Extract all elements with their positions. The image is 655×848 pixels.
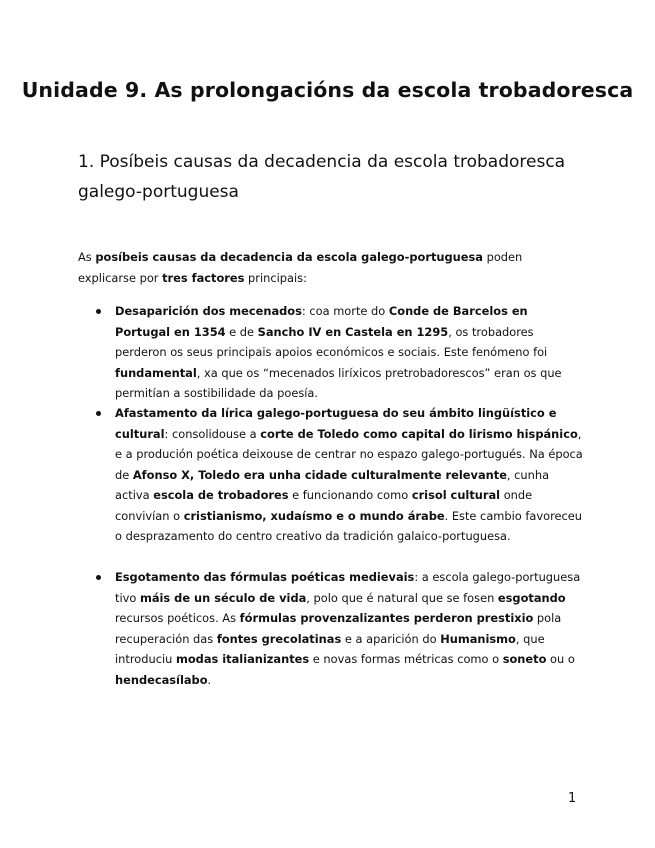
document-title: Unidade 9. As prolongacións da escola trobadoresca — [21, 78, 634, 102]
text-run: , polo que é natural que se fosen — [306, 590, 498, 605]
text-run: . Este cambio favoreceu o desprazamento do centro creativo da tradición galaico-portuguesa. — [115, 508, 583, 543]
text-run: : coa morte do — [301, 304, 389, 318]
text-run-bold: fórmulas provenzalizantes perderon prestixio — [239, 611, 534, 625]
text-run: pola recuperación das — [115, 611, 562, 646]
text-run: , e a produción poética deixouse de centrar no espazo galego-portugués. Na época de — [115, 426, 583, 482]
bullet-dot-icon — [96, 309, 101, 314]
text-run-bold: cristianismo, xudaísmo e o mundo árabe — [183, 508, 445, 523]
text-run: e de — [225, 324, 258, 339]
text-run-bold: Esgotamento das fórmulas poéticas medievais — [115, 570, 415, 584]
text-run: , que introduciu — [115, 631, 545, 666]
intro-paragraph — [78, 247, 578, 288]
text-run: : a escola galego-portuguesa tivo — [115, 570, 581, 605]
text-run-bold: corte de Toledo como capital do lirismo hispánico — [260, 426, 578, 441]
text-run: e novas formas métricas como o — [309, 652, 503, 666]
page-number: 1 — [568, 791, 577, 806]
text-run-bold: escola de trobadores — [153, 488, 289, 502]
text-run-bold: posíbeis causas da decadencia da escola galego-portuguesa — [95, 250, 483, 264]
text-run-bold: Desaparición dos mecenados — [115, 304, 302, 318]
text-run-bold: fontes grecolatinas — [216, 631, 342, 646]
bullet-dot-icon — [96, 411, 101, 416]
text-run: onde convivían o — [115, 488, 533, 523]
text-run-bold: hendecasílabo — [115, 672, 208, 687]
text-run-bold: Humanismo — [440, 631, 516, 646]
text-run: recursos poéticos. As — [115, 611, 240, 625]
text-run-bold: tres factores — [162, 270, 245, 285]
text-run: : consolidouse a — [164, 426, 261, 441]
text-run: e funcionando como — [288, 488, 412, 502]
text-run-bold: Sancho IV en Castela en 1295 — [257, 324, 449, 339]
text-run-bold: fundamental — [115, 365, 197, 380]
bullet-item-mecenados — [115, 301, 585, 404]
text-run-bold: Afonso X, Toledo era unha cidade culturalmente relevante — [132, 467, 507, 482]
section-heading: 1. Posíbeis causas da decadencia da escola trobadoresca galego-portuguesa — [78, 152, 566, 202]
text-run-bold: modas italianizantes — [175, 652, 310, 666]
text-run: e a aparición do — [341, 631, 441, 646]
text-run: principais: — [244, 270, 307, 285]
bullet-dot-icon — [96, 575, 101, 580]
text-run-bold: máis de un século de vida — [139, 590, 307, 605]
text-run-bold: Conde de Barcelos en Portugal en 1354 — [115, 304, 528, 339]
text-run-bold: Afastamento da lírica galego-portuguesa do seu ámbito lingüístico e cultural — [115, 406, 557, 441]
text-run: , xa que os “mecenados liríxicos pretrobadorescos” eran os que permitían a sostibilidade da poesía. — [115, 365, 562, 400]
text-run: . — [207, 672, 212, 687]
text-run: As — [78, 250, 96, 264]
bullet-item-esgotamento — [115, 567, 585, 690]
text-run: , cunha activa — [115, 467, 550, 502]
text-run-bold: soneto — [502, 652, 547, 666]
bullet-item-afastamento — [115, 403, 585, 547]
text-run: poden explicarse por — [78, 250, 523, 285]
text-run: , os trobadores perderon os seus principais apoios económicos e sociais. Este fenómeno foi — [115, 324, 548, 359]
text-run: ou o — [546, 652, 575, 666]
text-run-bold: crisol cultural — [411, 488, 501, 502]
text-run-bold: esgotando — [497, 590, 566, 605]
